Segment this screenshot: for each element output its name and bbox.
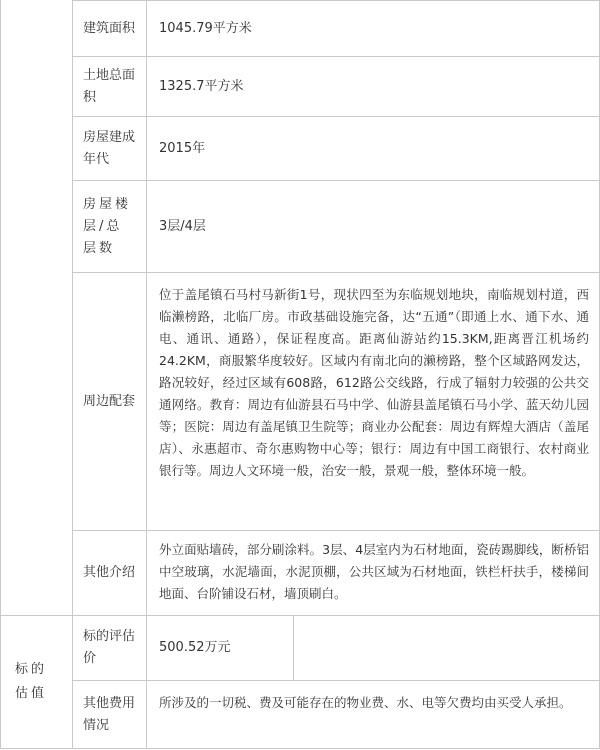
- row-label-floors: 房屋楼层/总层数: [83, 196, 132, 256]
- row-label-other-fees: 其他费用情况: [83, 695, 136, 733]
- row-value-other-info: 外立面贴墙砖，部分刷涂料。3层、4层室内为石材地面，瓷砖踢脚线，断桥铝中空玻璃，水泥墙面，水泥顶棚，公共区域为石材地面，铁栏杆扶手，楼梯间地面、台阶铺设石材，墙顶刷白。: [159, 542, 589, 601]
- row-label-land-area: 土地总面积: [83, 67, 136, 105]
- table-bottom-border: [0, 748, 600, 749]
- row-value-building-area: 1045.79平方米: [159, 20, 252, 36]
- row-label-other-info: 其他介绍: [83, 565, 136, 580]
- row-label-surroundings: 周边配套: [83, 393, 136, 409]
- row-value-floors: 3层/4层: [159, 218, 206, 234]
- row-value-surroundings: 位于盖尾镇石马村马新街1号，现状四至为东临规划地块，南临规划村道，西临濑榜路，北临厂房。市政基础设施完备，达“五通”（即通上水、通下水、通电、通讯、通路），保证程度高。距离仙游站约15.3KM,距离晋江机场约24.2KM，商服繁华度较好。区域内有南北向的濑榜路，整个区域路网发达，路况较好，经过区域有608路，612路公交线路，行成了辐射力较强的公共交通网络。教育：周边有仙游县石马中学、仙游县盖尾镇石马小学、蓝天幼儿园等；医院：周边有盖尾镇卫生院等；商业办公配套：周边有辉煌大酒店（盖尾店）、永惠超市、奇尔惠购物中心等；银行：周边有中国工商银行、农村商业银行等。周边人文环境一般，治安一般，景观一般，整体环境一般。: [159, 287, 589, 478]
- row-value-other-fees: 所涉及的一切税、费及可能存在的物业费、水、电等欠费均由买受人承担。: [159, 695, 572, 710]
- row-label-appraised-price: 标的评估价: [83, 629, 136, 666]
- row-value-build-year: 2015年: [159, 140, 206, 156]
- row-value-appraised-price: 500.52万元: [159, 640, 231, 655]
- empty-cell: [294, 616, 599, 680]
- row-label-building-area: 建筑面积: [83, 20, 136, 36]
- section-label-valuation: 标的估值: [15, 662, 48, 701]
- row-label-build-year: 房屋建成年代: [83, 129, 136, 167]
- row-value-land-area: 1325.7平方米: [159, 78, 244, 94]
